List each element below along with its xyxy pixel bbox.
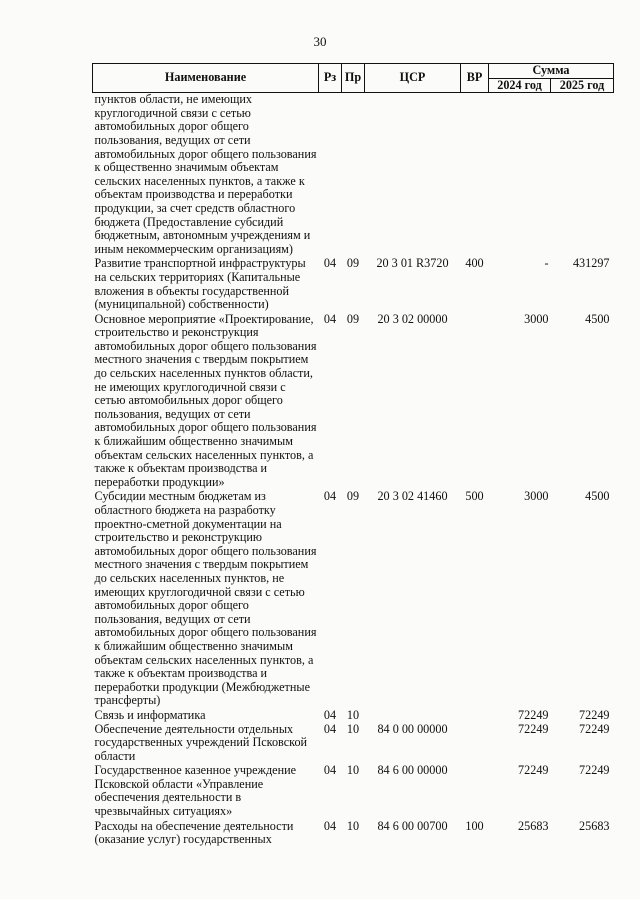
row-sum-2024: 3000: [524, 489, 549, 504]
row-sum-2025: 4500: [585, 311, 610, 326]
row-sum-2024: 72249: [518, 707, 549, 722]
table-row: [93, 820, 614, 847]
col-header-vr: ВР: [461, 64, 489, 93]
row-pr: 09: [346, 489, 360, 504]
table-body: [93, 93, 614, 847]
row-pr: 10: [346, 721, 360, 736]
table-row: [93, 490, 614, 709]
row-name: Развитие транспортной инфраструктуры на сельских территориях (Капитальные вложения в объекты государственной (муниципальной) собственности): [94, 256, 306, 312]
row-rz: 04: [323, 489, 337, 504]
row-pr: [342, 93, 365, 258]
row-vr: 400: [465, 256, 484, 271]
row-rz: 04: [323, 707, 337, 722]
row-rz: 04: [323, 818, 337, 833]
row-csr: 84 6 00 00700: [377, 818, 448, 833]
row-sum-2024: -: [544, 256, 549, 271]
row-name: Связь и информатика: [94, 707, 206, 722]
row-name: Обеспечение деятельности отдельных государственных учреждений Псковской области: [94, 721, 308, 763]
row-sum-2025: 72249: [579, 721, 610, 736]
page-number: 30: [313, 34, 327, 49]
row-rz: 04: [323, 311, 337, 326]
table-header: [93, 64, 614, 93]
row-pr: 10: [346, 707, 360, 722]
row-pr: 09: [346, 256, 360, 271]
row-rz: 04: [323, 763, 337, 778]
row-pr: 10: [346, 818, 360, 833]
row-sum-2025: 25683: [579, 818, 610, 833]
row-sum-2024: 3000: [524, 311, 549, 326]
row-sum-2024: [489, 93, 551, 258]
row-csr: 20 3 02 41460: [377, 489, 448, 504]
row-rz: 04: [323, 721, 337, 736]
col-header-pr: Пр: [342, 64, 365, 93]
row-name: Субсидии местным бюджетам из областного бюджета на разработку проектно-сметной документации на строительство и реконструкцию автомобильных дорог общего пользования местного значения с твердым покрытием до сельских населенных пунктов, не имеющих круглогодичной связи с сетью автомобильных дорог общего пользования, ведущих от сети автомобильных дорог общего пользования к ближайшим общественно значимым объектам сельских населенных пунктов, а также к объектам производства и переработки продукции (Межбюджетные трансферты): [94, 489, 317, 708]
col-header-sum: Сумма: [489, 64, 614, 79]
row-name: Государственное казенное учреждение Псковской области «Управление обеспечения деятельности в чрезвычайных ситуациях»: [94, 763, 297, 819]
row-name: Расходы на обеспечение деятельности (оказание услуг) государственных: [94, 818, 294, 847]
row-name: Основное мероприятие «Проектирование, строительство и реконструкция автомобильных дорог общего пользования местного значения с твердым покрытием до сельских населенных пунктов области, не имеющих круглогодичной связи с сетью автомобильных дорог общего пользования, ведущих от сети автомобильных дорог общего пользования к ближайшим общественно значимым объектам сельских населенных пунктов, а также к объектам производства и переработки продукции»: [94, 311, 317, 489]
table-row: [93, 313, 614, 491]
table-row: [93, 764, 614, 819]
row-sum-2025: 72249: [579, 763, 610, 778]
row-csr: [365, 93, 461, 258]
row-vr: 100: [465, 818, 484, 833]
row-csr: 84 6 00 00000: [377, 763, 448, 778]
row-rz: 04: [323, 256, 337, 271]
table-row: [93, 93, 614, 258]
row-vr: [461, 93, 489, 258]
row-rz: [319, 93, 342, 258]
col-header-year-2025: 2025 год: [551, 78, 614, 93]
row-sum-2025: 72249: [579, 707, 610, 722]
row-csr: 20 3 01 R3720: [376, 256, 449, 271]
table-row: [93, 709, 614, 723]
row-sum-2025: [551, 93, 614, 258]
row-vr: [461, 709, 489, 723]
row-sum-2025: 431297: [572, 256, 610, 271]
row-pr: 09: [346, 311, 360, 326]
row-csr: 20 3 02 00000: [377, 311, 448, 326]
col-header-name: Наименование: [93, 64, 319, 93]
table-row: [93, 723, 614, 765]
row-sum-2024: 72249: [518, 721, 549, 736]
col-header-csr: ЦСР: [365, 64, 461, 93]
budget-table: [92, 63, 614, 847]
col-header-rz: Рз: [319, 64, 342, 93]
table-row: [93, 257, 614, 312]
row-csr: [365, 709, 461, 723]
row-vr: 500: [465, 489, 484, 504]
row-sum-2024: 25683: [518, 818, 549, 833]
col-header-year-2024: 2024 год: [489, 78, 551, 93]
row-name: пунктов области, не имеющих круглогодичной связи с сетью автомобильных дорог общего пользования, ведущих от сети автомобильных дорог общего пользования к общественно значимым объектам сельских населенных пунктов, а также к объектам производства и переработки продукции, за счет средств областного бюджета (Предоставление субсидий бюджетным, автономным учреждениям и иным некоммерческим организациям): [94, 92, 317, 256]
row-sum-2025: 4500: [585, 489, 610, 504]
row-pr: 10: [346, 763, 360, 778]
row-vr: [461, 313, 489, 491]
row-sum-2024: 72249: [518, 763, 549, 778]
row-csr: 84 0 00 00000: [377, 721, 448, 736]
row-vr: [461, 723, 489, 765]
row-vr: [461, 764, 489, 819]
